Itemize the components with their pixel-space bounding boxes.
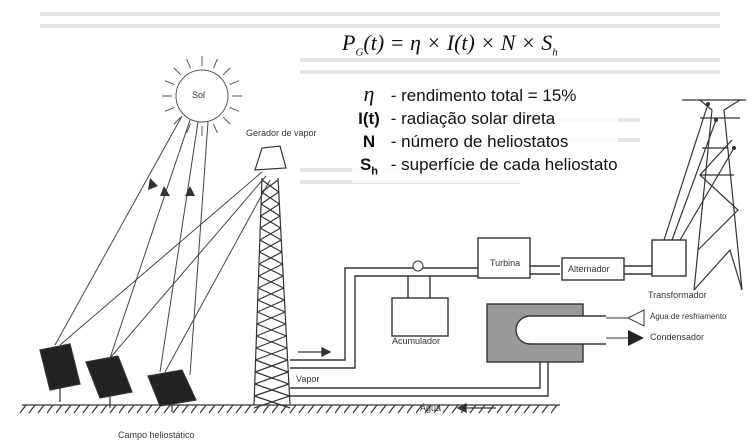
cooling-water-arrow-icon [628, 310, 644, 326]
transformer-label: Transformador [648, 290, 707, 300]
alternator-label: Alternador [568, 264, 610, 274]
accumulator-label: Acumulador [392, 336, 441, 346]
legend-item: I(t) - radiação solar direta [358, 109, 556, 128]
power-formula: $P_G(t) = \eta \times I(t) \times N \times S_h$ [338, 30, 562, 58]
solar-rays [55, 116, 270, 375]
sun-label: Sol [192, 90, 206, 100]
cooling-water-label: Água de resfriamento [650, 312, 727, 321]
solar-tower [254, 146, 290, 408]
legend-item: N - número de heliostatos [362, 132, 569, 151]
valve-icon [413, 261, 423, 271]
condenser-arrow-icon [628, 330, 644, 346]
legend-item: η - rendimento total = 15% [363, 81, 577, 106]
flow-arrows [298, 348, 496, 412]
transformer [652, 240, 686, 276]
heliostat-field-label: Campo heliostático [118, 430, 195, 440]
ground [20, 405, 560, 413]
condenser [487, 304, 606, 362]
heliostat-field [40, 344, 196, 412]
steam-generator-label: Gerador de vapor [246, 128, 317, 138]
turbine-label: Turbina [490, 258, 521, 268]
condenser-label: Condensador [650, 332, 705, 342]
formula-legend [352, 82, 618, 183]
water-label: Água [420, 403, 442, 413]
steam-label: Vapor [296, 374, 320, 384]
legend-item: $S_h$ - superfície de cada heliostato [359, 155, 618, 178]
accumulator [392, 298, 448, 336]
